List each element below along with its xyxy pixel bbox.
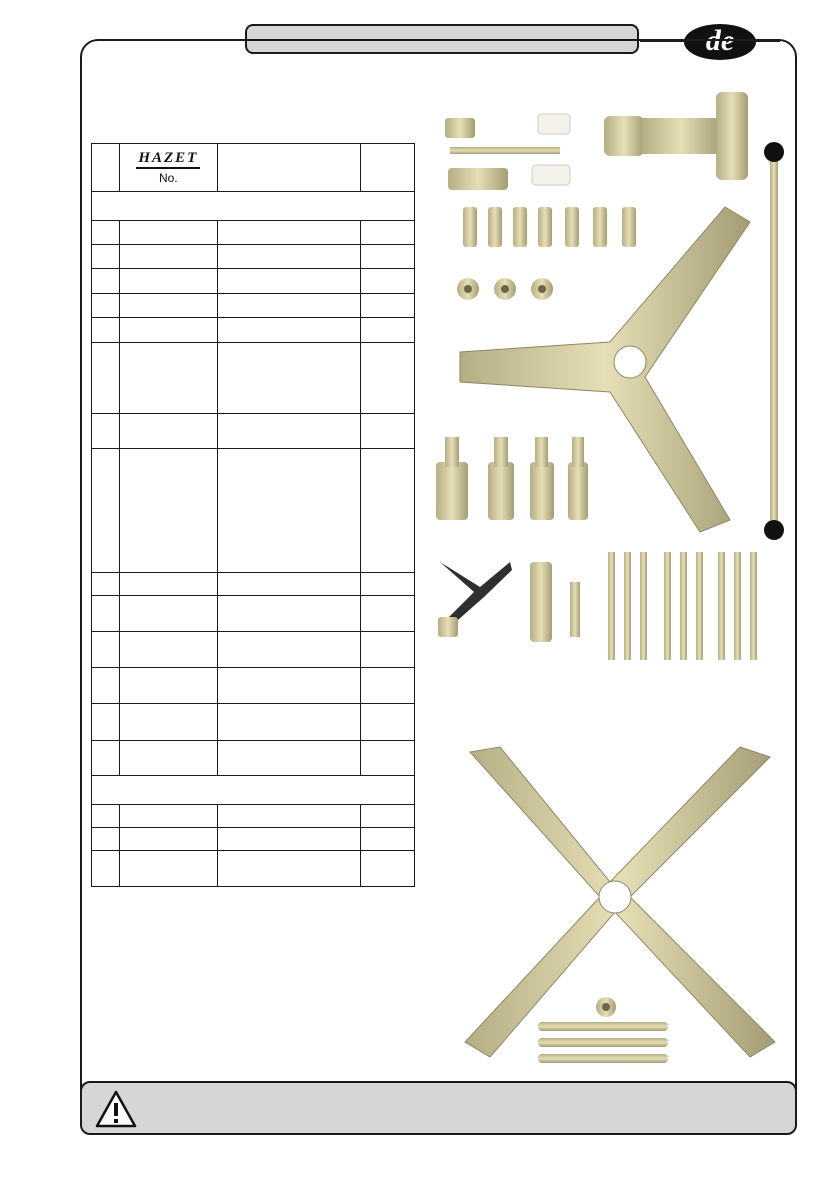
language-badge: de [684,24,756,60]
four-arm-puller [465,747,775,1057]
table-header-cell [92,144,120,192]
section-cell [92,776,415,805]
table-row [92,828,415,851]
table-header-cell [217,144,360,192]
table-row [92,449,415,573]
table-row [92,245,415,269]
nut-row [457,278,553,300]
table-row [92,851,415,887]
table-row [92,741,415,776]
table-row [92,704,415,741]
table-row [92,318,415,343]
table-row [92,805,415,828]
table-header-row [92,144,415,192]
section-row [92,192,415,221]
table-row [92,343,415,414]
hazet-number-header [119,144,217,192]
table-row [92,269,415,294]
tool-set-photo [430,92,800,1072]
clamp-and-bolts [438,562,580,642]
sleeve-row [463,207,636,247]
hazet-logo: HAZET [138,150,199,166]
pin-group [608,552,757,660]
table-row [92,596,415,632]
table-row [92,573,415,596]
table-row [92,294,415,318]
number-label: No. [158,171,178,185]
table-row [92,221,415,245]
warning-bar [80,1081,797,1135]
parts-table [91,143,415,887]
long-rod [764,142,784,540]
mandrel-row [436,437,588,520]
bottom-bolts [538,997,668,1063]
warning-triangle-icon [94,1089,138,1129]
top-adapters [445,92,748,190]
table-row [92,632,415,668]
table-row [92,668,415,704]
table-row [92,414,415,449]
logo-rule [136,167,200,169]
section-row [92,776,415,805]
table-header-cell [361,144,415,192]
section-cell [92,192,415,221]
